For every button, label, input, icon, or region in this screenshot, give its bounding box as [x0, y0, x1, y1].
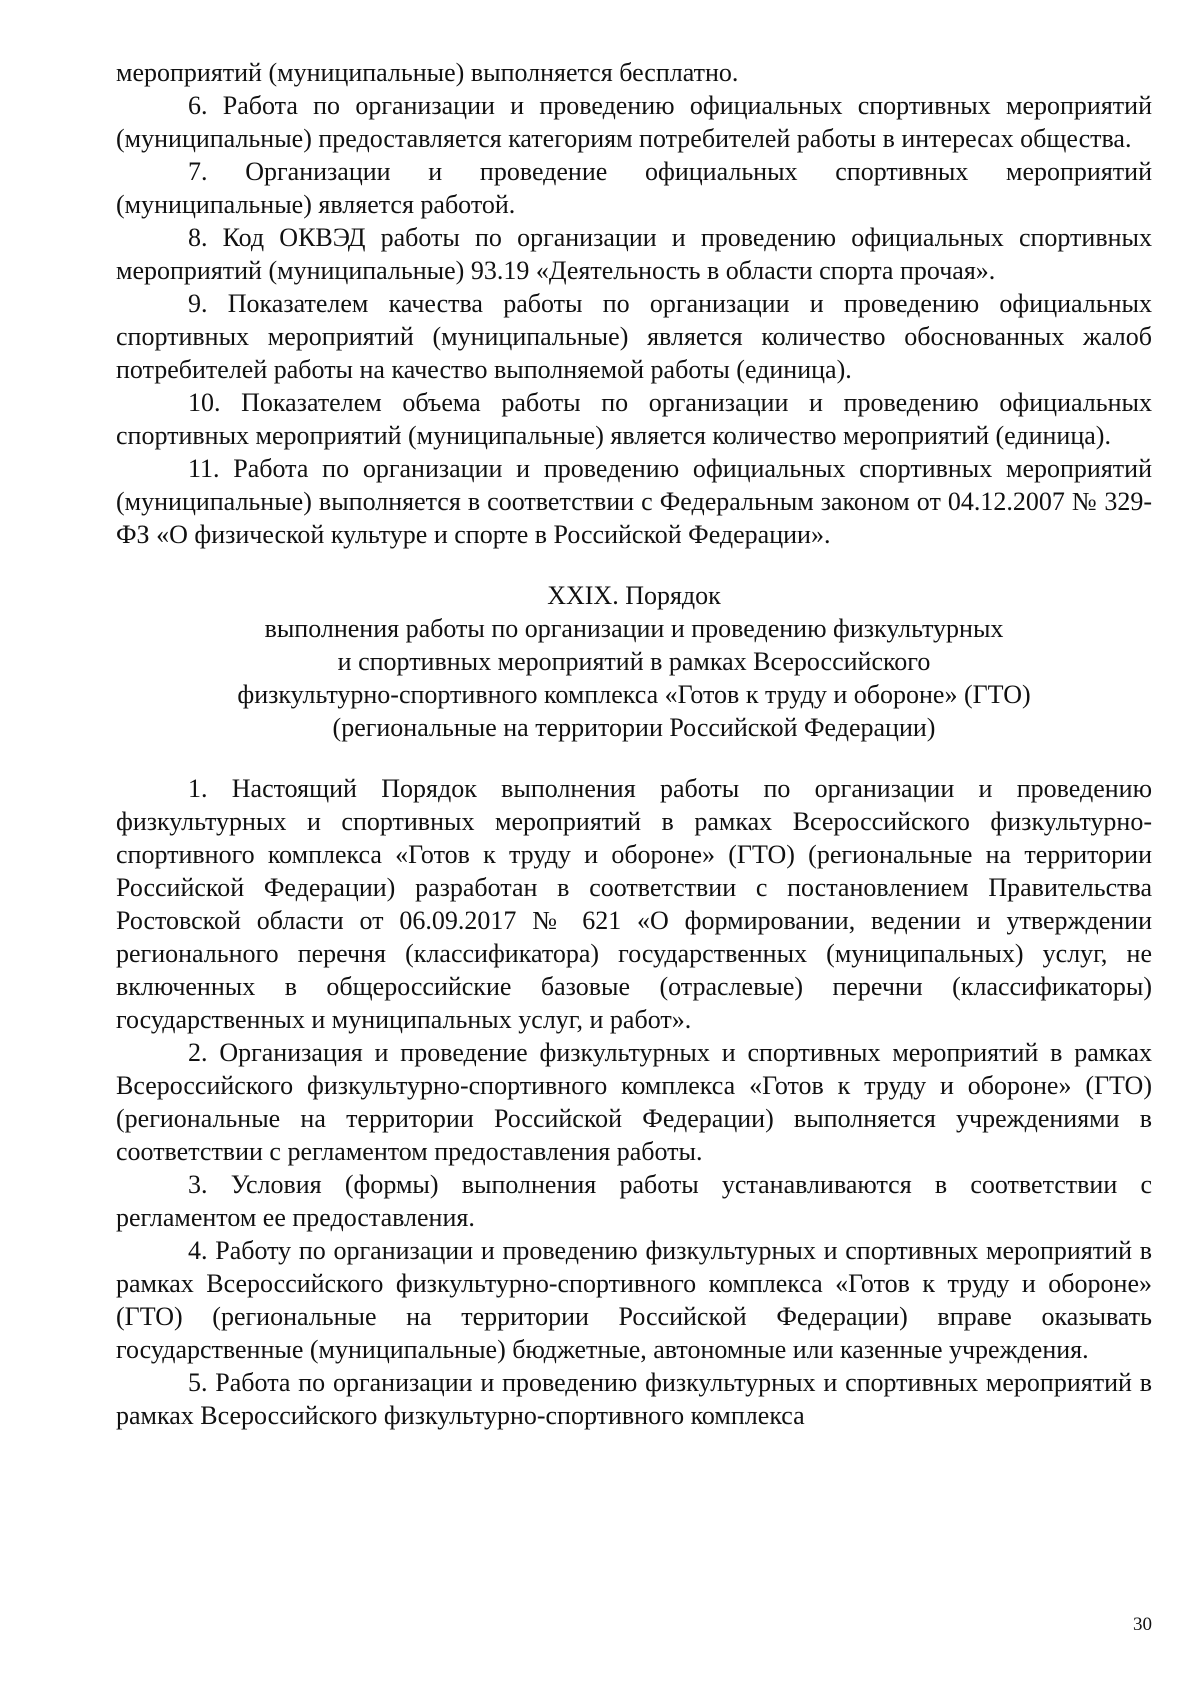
section-heading-line: и спортивных мероприятий в рамках Всероссийского — [337, 647, 931, 676]
section-heading — [116, 579, 1152, 744]
paragraph-item-4: 4. Работу по организации и проведению физкультурных и спортивных мероприятий в рамках Всероссийского физкультурно-спортивного комплекса «Готов к труду и обороне» (ГТО) (региональные на территории Российской Федерации) вправе оказывать государственные (муниципальные) бюджетные, автономные или казенные учреждения. — [116, 1236, 1152, 1364]
paragraph-item-1: 1. Настоящий Порядок выполнения работы по организации и проведению физкультурных и спортивных мероприятий в рамках Всероссийского физкультурно-спортивного комплекса «Готов к труду и обороне» (ГТО) (региональные на территории Российской Федерации) разработан в соответствии с постановлением Правительства Ростовской области от 06.09.2017 № 621 «О формировании, ведении и утверждении регионального перечня (классификатора) государственных (муниципальных) услуг, не включенных в общероссийские базовые (отраслевые) перечни (классификаторы) государственных и муниципальных услуг, и работ». — [116, 774, 1152, 1034]
paragraph-continuation: мероприятий (муниципальные) выполняется бесплатно. — [116, 58, 739, 87]
document-page — [116, 56, 1152, 1432]
bottom-section — [116, 772, 1152, 1432]
section-heading-line: (региональные на территории Российской Федерации) — [332, 713, 936, 742]
paragraph-item-9: 9. Показателем качества работы по организации и проведению официальных спортивных мероприятий (муниципальные) является количество обоснованных жалоб потребителей работы на качество выполняемой работы (единица). — [116, 289, 1152, 384]
section-heading-line: выполнения работы по организации и проведению физкультурных — [264, 614, 1004, 643]
paragraph-item-6: 6. Работа по организации и проведению официальных спортивных мероприятий (муниципальные) предоставляется категориям потребителей работы в интересах общества. — [116, 91, 1152, 153]
paragraph-item-10: 10. Показателем объема работы по организации и проведению официальных спортивных мероприятий (муниципальные) является количество мероприятий (единица). — [116, 388, 1152, 450]
section-heading-title: XXIX. Порядок — [547, 581, 721, 610]
page-number: 30 — [1133, 1614, 1152, 1635]
paragraph-item-11: 11. Работа по организации и проведению официальных спортивных мероприятий (муниципальные) выполняется в соответствии с Федеральным законом от 04.12.2007 № 329-ФЗ «О физической культуре и спорте в Российской Федерации». — [116, 454, 1152, 549]
top-section — [116, 56, 1152, 551]
paragraph-item-3: 3. Условия (формы) выполнения работы устанавливаются в соответствии с регламентом ее предоставления. — [116, 1170, 1152, 1232]
paragraph-item-7: 7. Организации и проведение официальных спортивных мероприятий (муниципальные) является работой. — [116, 157, 1152, 219]
paragraph-item-8: 8. Код ОКВЭД работы по организации и проведению официальных спортивных мероприятий (муниципальные) 93.19 «Деятельность в области спорта прочая». — [116, 223, 1152, 285]
paragraph-item-5: 5. Работа по организации и проведению физкультурных и спортивных мероприятий в рамках Всероссийского физкультурно-спортивного комплекса — [116, 1368, 1152, 1430]
paragraph-item-2: 2. Организация и проведение физкультурных и спортивных мероприятий в рамках Всероссийского физкультурно-спортивного комплекса «Готов к труду и обороне» (ГТО) (региональные на территории Российской Федерации) выполняется учреждениями в соответствии с регламентом предоставления работы. — [116, 1038, 1152, 1166]
section-heading-line: физкультурно-спортивного комплекса «Готов к труду и обороне» (ГТО) — [237, 680, 1031, 709]
